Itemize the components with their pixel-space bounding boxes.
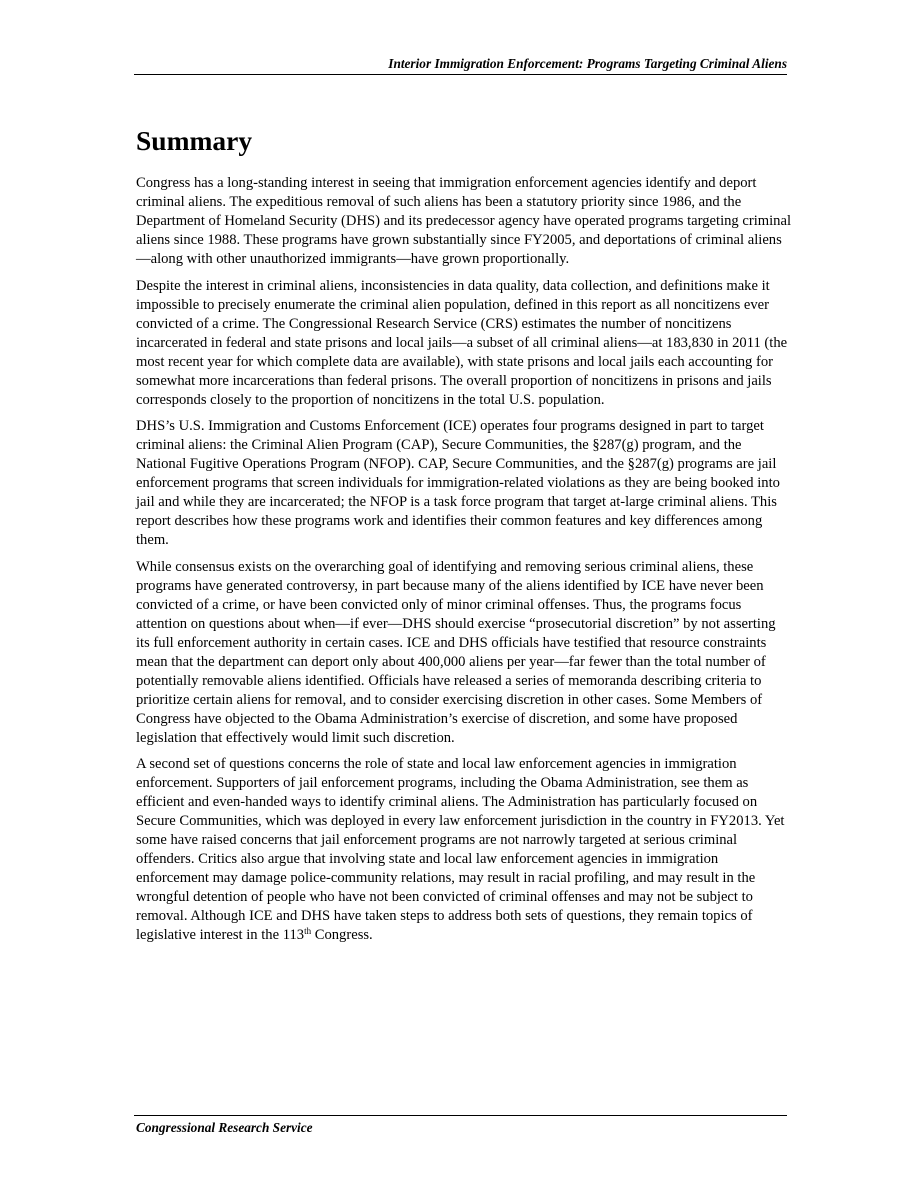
summary-paragraph-5 bbox=[136, 755, 791, 945]
summary-paragraph-1: Congress has a long-standing interest in seeing that immigration enforcement agencies identify and deport criminal aliens. The expeditious removal of such aliens has been a statutory priority since 1986, and the Department of Homeland Security (DHS) and its predecessor agency have operated programs targeting criminal aliens since 1988. These programs have grown substantially since FY2005, and deportations of criminal aliens—along with other unauthorized immigrants—have grown proportionally. bbox=[136, 175, 792, 267]
page-title: Summary bbox=[136, 125, 253, 156]
summary-body bbox=[136, 174, 791, 953]
summary-paragraph-5-text: A second set of questions concerns the role of state and local law enforcement agencies in immigration enforcement. Supporters of jail enforcement programs, including the Obama Administration, see them as efficient and even-handed ways to identify criminal aliens. The Administration has particularly focused on Secure Communities, which was deployed in every law enforcement jurisdiction in the country in FY2013. Yet some have raised concerns that jail enforcement programs are not narrowly targeted at serious criminal offenders. Critics also argue that involving state and local law enforcement agencies in immigration enforcement may damage police-community relations, may result in racial profiling, and may result in the wrongful detention of people who have not been convicted of criminal offenses and may not be subject to removal. Although ICE and DHS have taken steps to address both sets of questions, they remain topics of legislative interest in the 113 bbox=[136, 756, 785, 943]
summary-paragraph-3: DHS’s U.S. Immigration and Customs Enforcement (ICE) operates four programs designed in part to target criminal aliens: the Criminal Alien Program (CAP), Secure Communities, the §287(g) program, and the National Fugitive Operations Program (NFOP). CAP, Secure Communities, and the §287(g) programs are jail enforcement programs that screen individuals for immigration-related violations as they are being booked into jail and while they are incarcerated; the NFOP is a task force program that target at-large criminal aliens. This report describes how these programs work and identifies their common features and key differences among them. bbox=[136, 418, 780, 548]
summary-paragraph-4: While consensus exists on the overarching goal of identifying and removing serious criminal aliens, these programs have generated controversy, in part because many of the aliens identified by ICE have never been convicted of a crime, or have been convicted only of minor criminal offenses. Thus, the programs focus attention on questions about when—if ever—DHS should exercise “prosecutorial discretion” by not asserting its full enforcement authority in certain cases. ICE and DHS officials have testified that resource constraints mean that the department can deport only about 400,000 aliens per year—far fewer than the total number of potentially removable aliens identified. Officials have released a series of memoranda describing criteria to prioritize certain aliens for removal, and to consider exercising discretion in other cases. Some Members of Congress have objected to the Obama Administration’s exercise of discretion, and some have proposed legislation that effectively would limit such discretion. bbox=[136, 558, 776, 746]
running-header: Interior Immigration Enforcement: Programs Targeting Criminal Aliens bbox=[388, 56, 787, 71]
running-footer: Congressional Research Service bbox=[136, 1120, 313, 1135]
summary-paragraph-2: Despite the interest in criminal aliens, inconsistencies in data quality, data collection, and definitions make it impossible to precisely enumerate the criminal alien population, defined in this report as all noncitizens ever convicted of a crime. The Congressional Research Service (CRS) estimates the number of noncitizens incarcerated in federal and state prisons and local jails—a subset of all criminal aliens—at 183,830 in 2011 (the most recent year for which complete data are available), with state prisons and local jails each accounting for somewhat more incarcerations than federal prisons. The overall proportion of noncitizens in prisons and jails corresponds closely to the proportion of noncitizens in the total U.S. population. bbox=[136, 277, 788, 408]
summary-paragraph-5-tail: Congress. bbox=[311, 927, 373, 943]
header-rule bbox=[134, 74, 787, 75]
footer-rule bbox=[134, 1115, 787, 1116]
ordinal-superscript: th bbox=[304, 926, 312, 936]
